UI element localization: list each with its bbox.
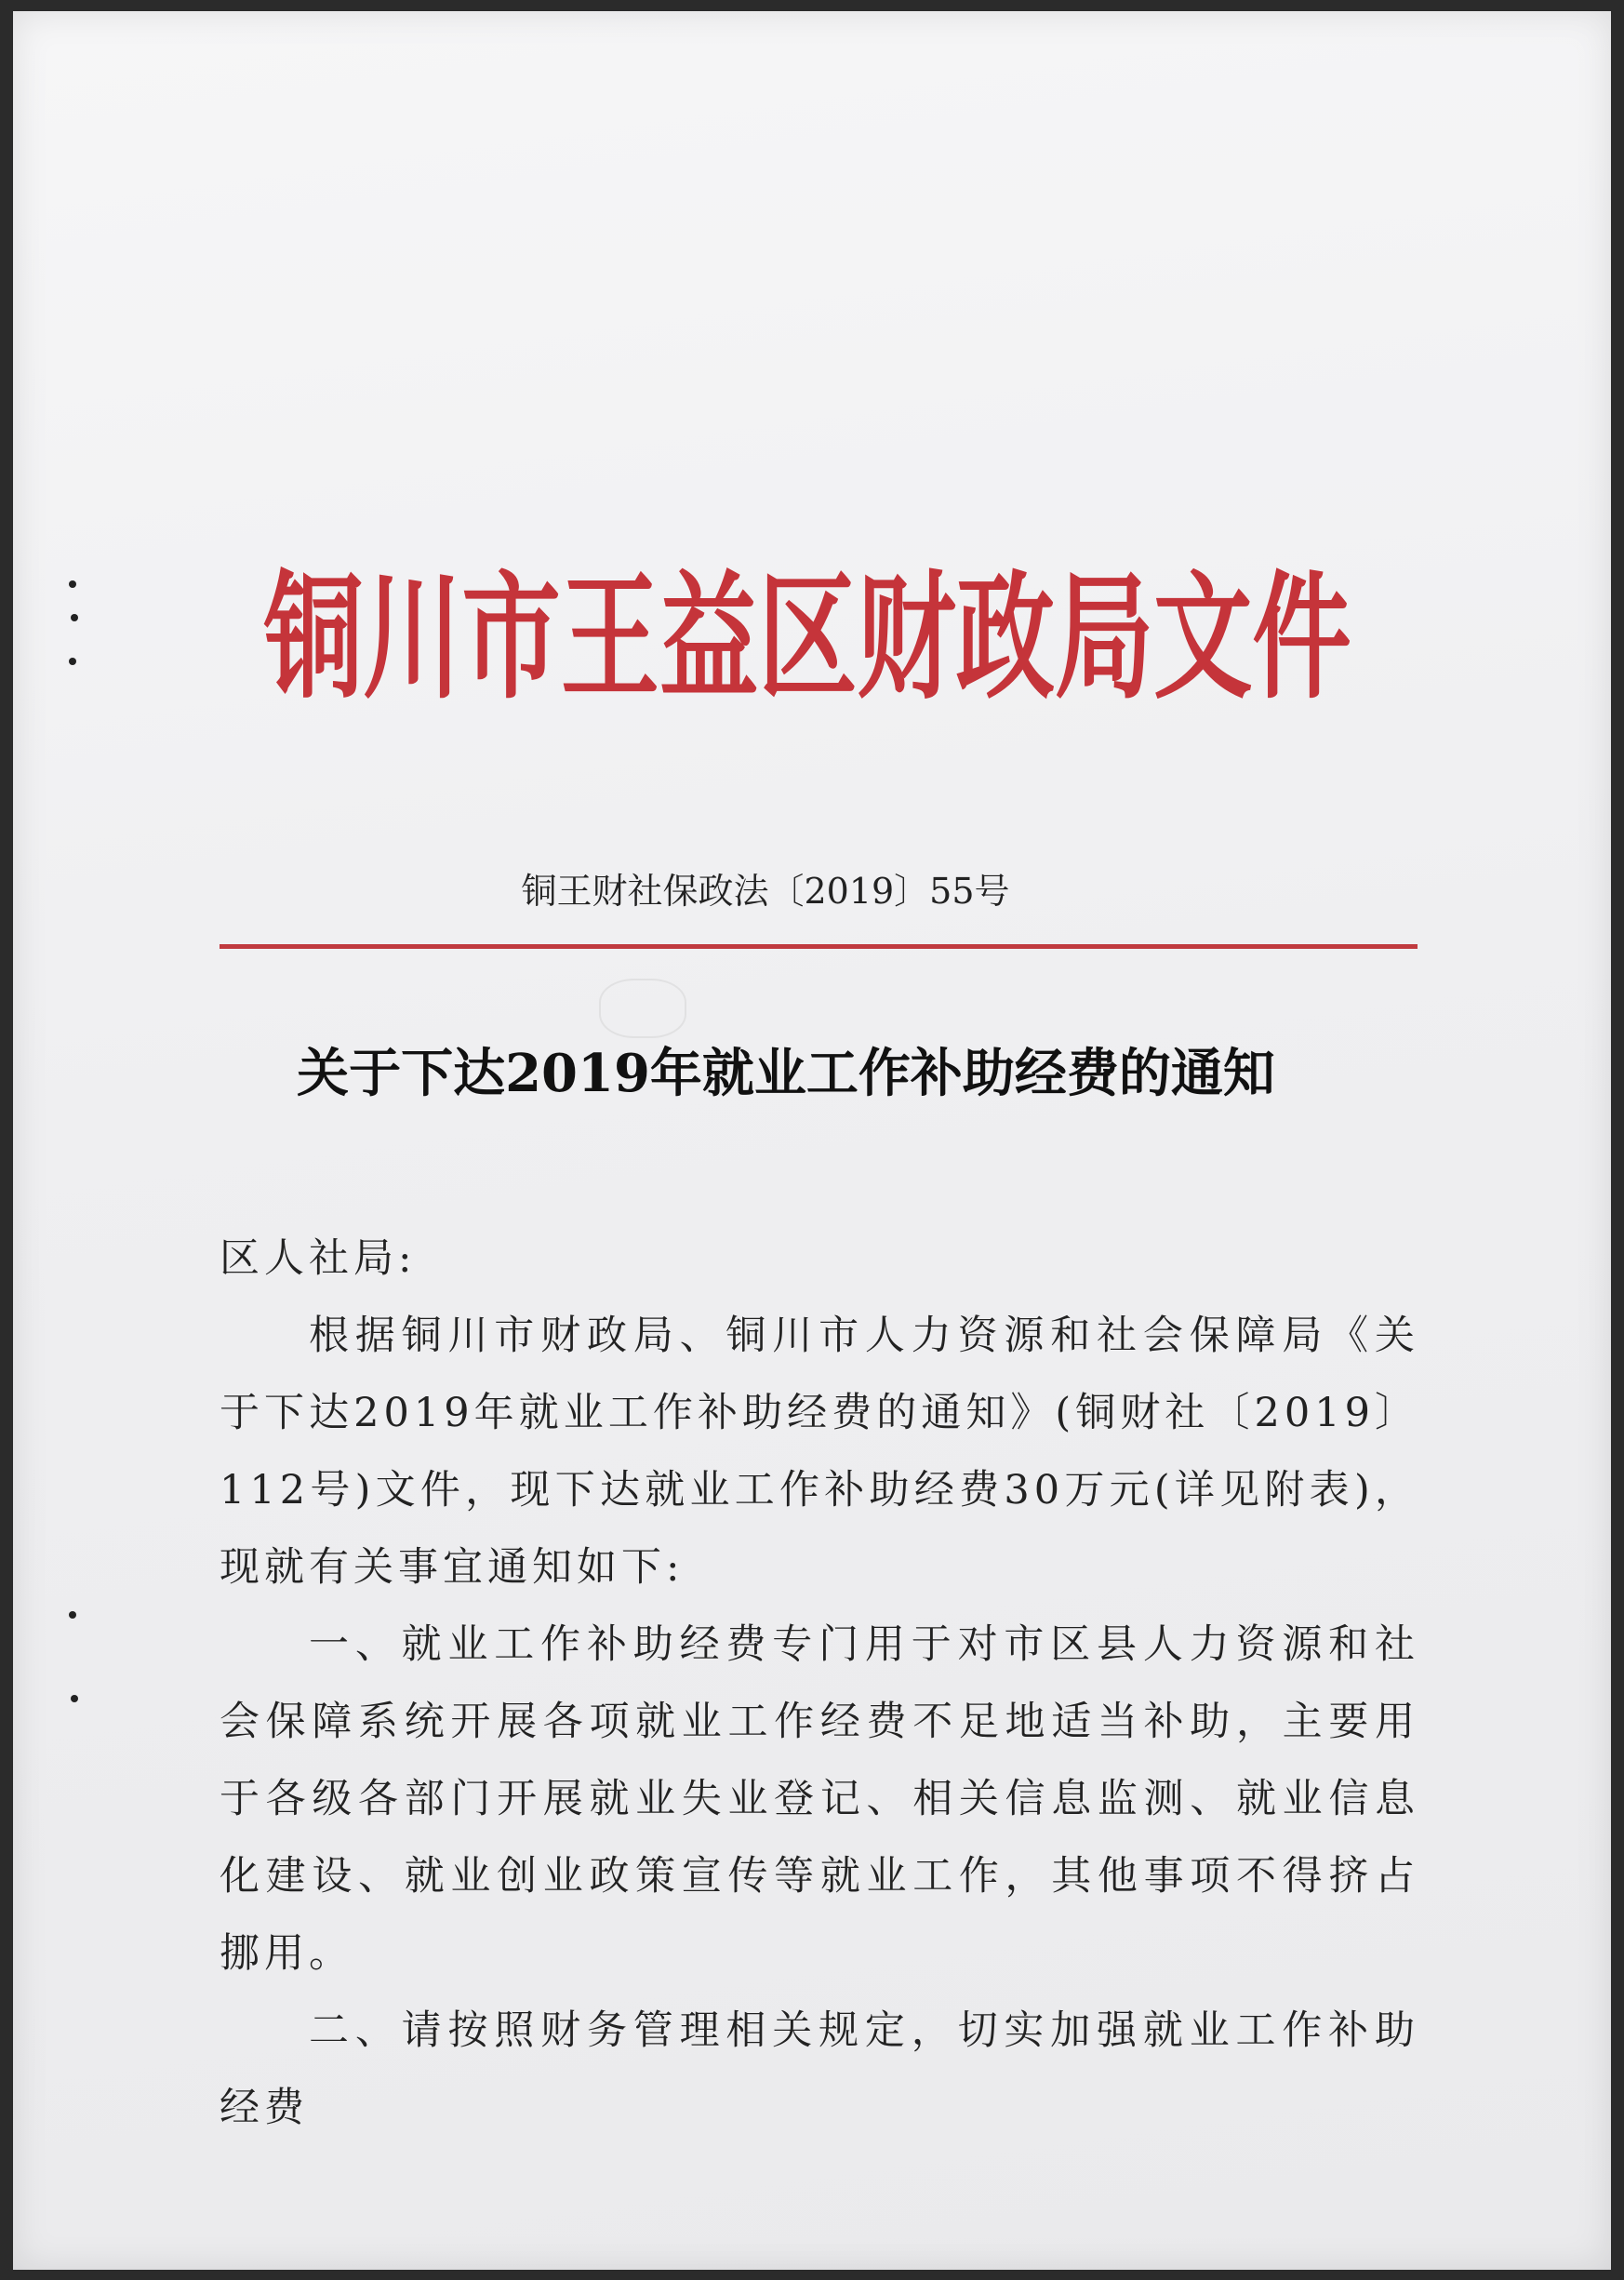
header-divider [220, 944, 1418, 949]
agency-header-title: 铜川市王益区财政局文件 [264, 558, 1351, 719]
binding-hole [71, 614, 78, 621]
salutation: 区人社局: [220, 1235, 417, 1282]
body-paragraph: 根据铜川市财政局、铜川市人力资源和社会保障局《关于下达2019年就业工作补助经费的通知》(铜财社〔2019〕112号)文件，现下达就业工作补助经费30万元(详见附表)，现就有关事宜通知如下: [220, 1313, 1419, 1591]
binding-hole [69, 658, 76, 665]
faint-stamp-mark [599, 979, 686, 1038]
binding-hole [69, 1611, 76, 1619]
body-paragraph: 二、请按照财务管理相关规定，切实加强就业工作补助经费 [220, 2007, 1419, 2131]
document-number: 铜王财社保政法〔2019〕55号 [521, 871, 1010, 912]
notice-body [220, 1220, 1419, 2147]
notice-title: 关于下达2019年就业工作补助经费的通知 [297, 1043, 1275, 1104]
binding-hole [69, 580, 76, 588]
binding-hole [71, 1695, 78, 1702]
document-page [13, 11, 1611, 2270]
body-paragraph: 一、就业工作补助经费专门用于对市区县人力资源和社会保障系统开展各项就业工作经费不足地适当补助，主要用于各级各部门开展就业失业登记、相关信息监测、就业信息化建设、就业创业政策宣传等就业工作，其他事项不得挤占挪用。 [220, 1621, 1419, 1977]
